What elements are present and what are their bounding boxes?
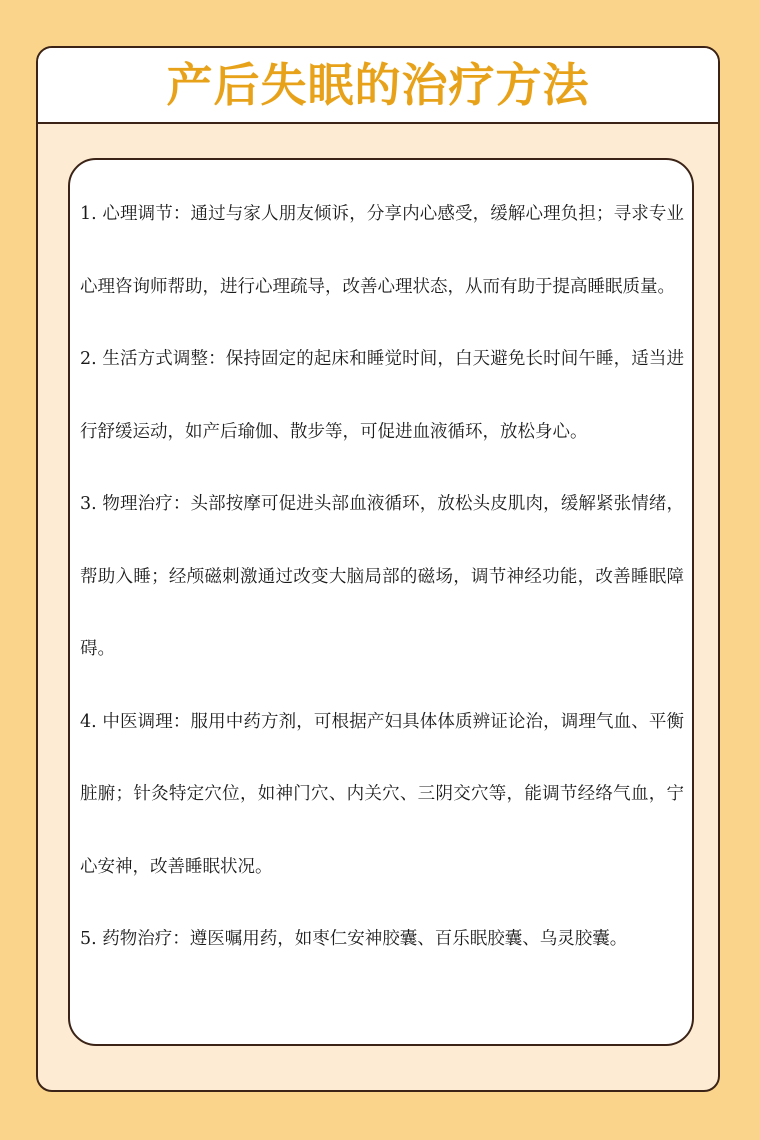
item-text: 心理调节：通过与家人朋友倾诉，分享内心感受，缓解心理负担；寻求专业心理咨询师帮助，进行心理疏导，改善心理状态，从而有助于提高睡眠质量。 [80, 204, 684, 297]
article-card [36, 46, 720, 1092]
item-text: 物理治疗：头部按摩可促进头部血液循环，放松头皮肌肉，缓解紧张情绪，帮助入睡；经颅磁刺激通过改变大脑局部的磁场，调节神经功能，改善睡眠障碍。 [80, 494, 684, 659]
item-text: 中医调理：服用中药方剂，可根据产妇具体体质辨证论治，调理气血、平衡脏腑；针灸特定穴位，如神门穴、内关穴、三阴交穴等，能调节经络气血，宁心安神，改善睡眠状况。 [80, 711, 684, 877]
item-number: 4. [80, 711, 97, 732]
list-item [80, 178, 684, 323]
item-text: 药物治疗：遵医嘱用药，如枣仁安神胶囊、百乐眠胶囊、乌灵胶囊。 [96, 929, 628, 949]
item-text: 生活方式调整：保持固定的起床和睡觉时间，白天避免长时间午睡，适当进行舒缓运动，如产后瑜伽、散步等，可促进血液循环，放松身心。 [80, 349, 684, 442]
treatment-list [80, 178, 684, 976]
page-title: 产后失眠的治疗方法 [166, 58, 590, 112]
content-box [68, 158, 694, 1046]
list-item [80, 903, 684, 976]
title-bar [38, 48, 718, 124]
item-number: 1. [80, 204, 97, 224]
list-item [80, 323, 684, 468]
list-item [80, 686, 684, 904]
item-number: 5. [80, 929, 97, 949]
item-number: 3. [80, 494, 97, 514]
list-item [80, 468, 684, 686]
item-number: 2. [80, 349, 97, 369]
